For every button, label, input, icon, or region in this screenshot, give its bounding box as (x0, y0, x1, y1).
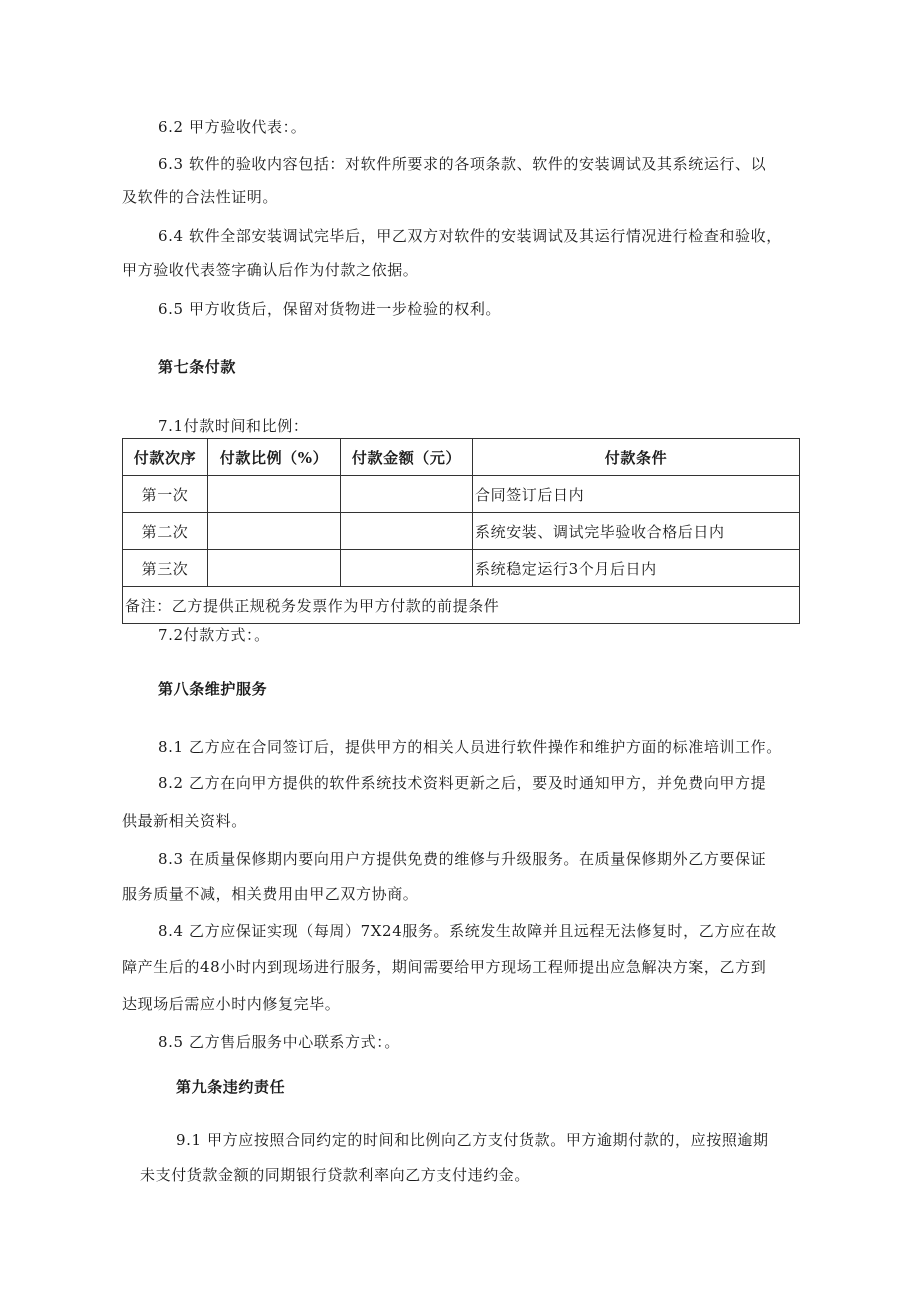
row-condition: 系统稳定运行3个月后日内 (473, 550, 800, 587)
row-amount (341, 513, 473, 550)
row-amount (341, 476, 473, 513)
clause-6-4-line2: 甲方验收代表签字确认后作为付款之依据。 (122, 261, 419, 279)
clause-9-1-line2: 未支付货款金额的同期银行贷款利率向乙方支付违约金。 (140, 1166, 531, 1184)
row-amount (341, 550, 473, 587)
table-header-row (123, 439, 800, 476)
clause-8-5: 8.5 乙方售后服务中心联系方式：。 (158, 1033, 400, 1051)
row-order: 第二次 (123, 513, 208, 550)
clause-6-5: 6.5 甲方收货后，保留对货物进一步检验的权利。 (158, 300, 502, 318)
section-9-title: 第九条违约责任 (176, 1078, 286, 1096)
header-condition: 付款条件 (473, 439, 800, 476)
clause-8-3-line1: 8.3 在质量保修期内要向用户方提供免费的维修与升级服务。在质量保修期外乙方要保证 (158, 850, 767, 868)
row-condition: 合同签订后日内 (473, 476, 800, 513)
section-7-title: 第七条付款 (158, 358, 237, 376)
clause-8-1: 8.1 乙方应在合同签订后，提供甲方的相关人员进行软件操作和维护方面的标准培训工作。 (158, 738, 782, 756)
table-row (123, 513, 800, 550)
clause-8-2-line2: 供最新相关资料。 (122, 812, 247, 830)
header-amount: 付款金额（元） (341, 439, 473, 476)
clause-6-4-line1: 6.4 软件全部安装调试完毕后，甲乙双方对软件的安装调试及其运行情况进行检查和验收， (158, 227, 782, 245)
clause-6-3-line1: 6.3 软件的验收内容包括：对软件所要求的各项条款、软件的安装调试及其系统运行、以 (158, 155, 767, 173)
row-condition: 系统安装、调试完毕验收合格后日内 (473, 513, 800, 550)
row-ratio (208, 476, 341, 513)
header-ratio: 付款比例（%） (208, 439, 341, 476)
clause-8-4-line1: 8.4 乙方应保证实现（每周）7X24服务。系统发生故障并且远程无法修复时，乙方应在故 (158, 922, 777, 940)
clause-7-2: 7.2付款方式：。 (158, 626, 270, 644)
table-note: 备注：乙方提供正规税务发票作为甲方付款的前提条件 (123, 587, 800, 624)
table-row (123, 476, 800, 513)
clause-8-4-line3: 达现场后需应小时内修复完毕。 (122, 995, 341, 1013)
clause-6-2: 6.2 甲方验收代表：。 (158, 118, 307, 136)
payment-table (122, 438, 800, 624)
header-order: 付款次序 (123, 439, 208, 476)
row-order: 第三次 (123, 550, 208, 587)
section-8-title: 第八条维护服务 (158, 680, 268, 698)
clause-8-4-line2: 障产生后的48小时内到现场进行服务，期间需要给甲方现场工程师提出应急解决方案，乙方到 (122, 958, 767, 976)
clause-9-1-line1: 9.1 甲方应按照合同约定的时间和比例向乙方支付货款。甲方逾期付款的，应按照逾期 (176, 1131, 769, 1149)
clause-8-3-line2: 服务质量不减，相关费用由甲乙双方协商。 (122, 885, 419, 903)
row-ratio (208, 550, 341, 587)
table-note-row (123, 587, 800, 624)
row-ratio (208, 513, 341, 550)
clause-7-1: 7.1付款时间和比例： (158, 417, 309, 435)
clause-6-3-line2: 及软件的合法性证明。 (122, 188, 279, 206)
clause-8-2-line1: 8.2 乙方在向甲方提供的软件系统技术资料更新之后，要及时通知甲方，并免费向甲方提 (158, 774, 767, 792)
table-row (123, 550, 800, 587)
row-order: 第一次 (123, 476, 208, 513)
